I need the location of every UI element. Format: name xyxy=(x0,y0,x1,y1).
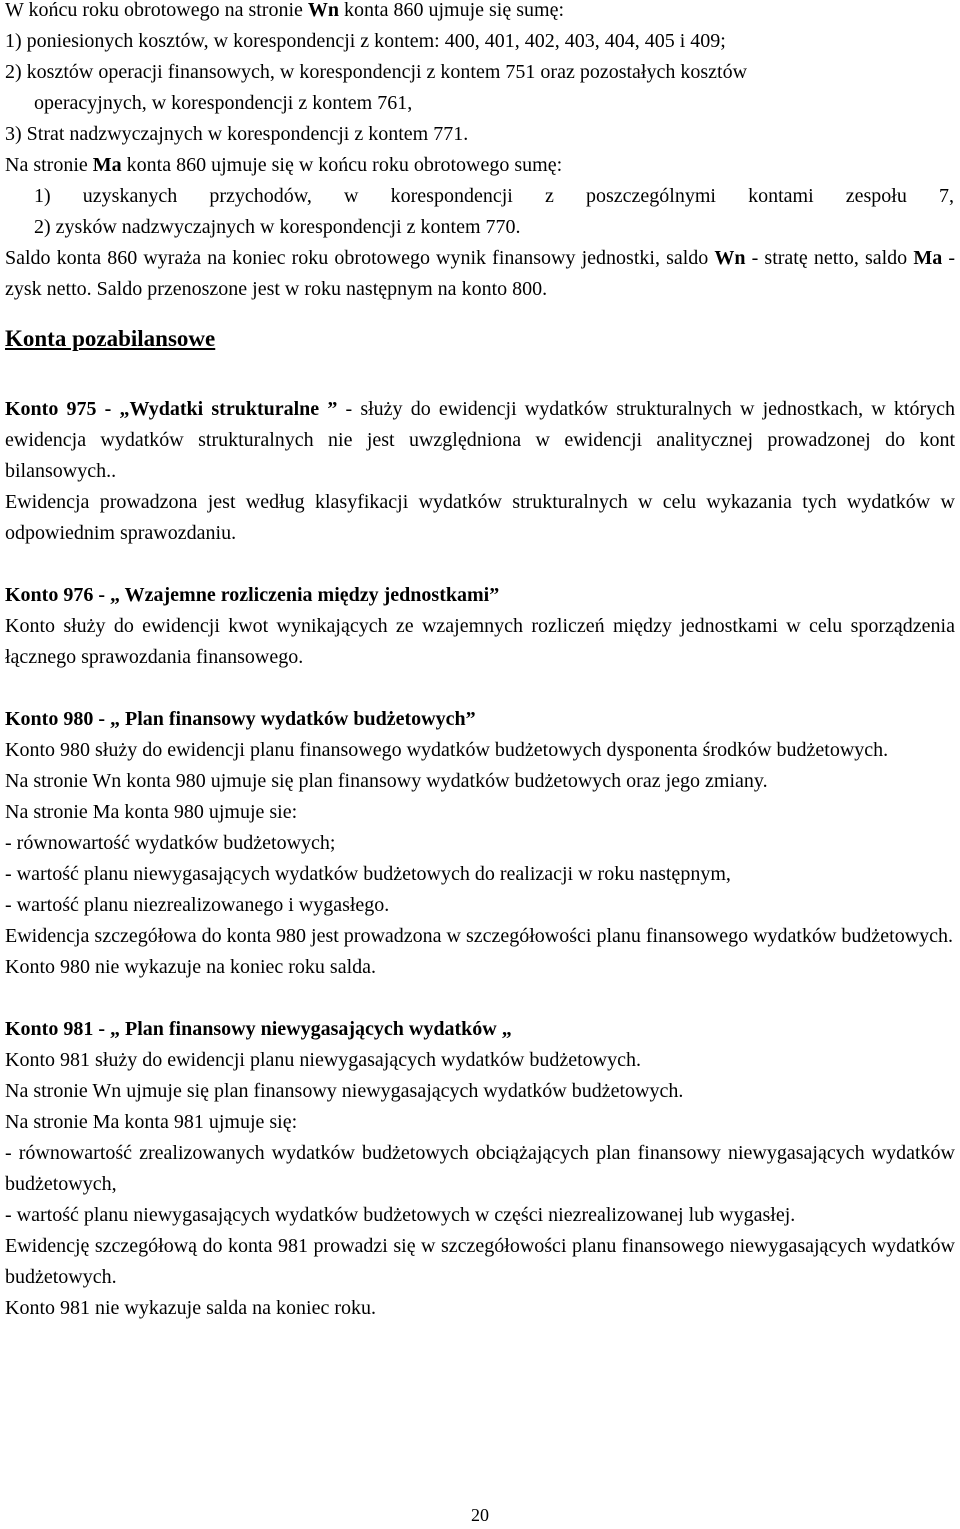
paragraph: Konto służy do ewidencji kwot wynikających ze wzajemnych rozliczeń między jednostkami w celu sporządzenia łącznego sprawozdania finansowego. xyxy=(5,615,955,668)
paragraph: Konto 981 służy do ewidencji planu niewygasających wydatków budżetowych. xyxy=(5,1049,641,1071)
list-item: 3) Strat nadzwyczajnych w korespondencji z kontem 771. xyxy=(5,123,469,145)
konto-981-title xyxy=(5,1014,955,1045)
paragraph: Konto 981 nie wykazuje salda na koniec roku. xyxy=(5,1297,377,1319)
list-item: - wartość planu niezrealizowanego i wygasłego. xyxy=(5,894,390,916)
konto-975-title: Konto 975 - „Wydatki strukturalne ” xyxy=(5,398,338,420)
balance-paragraph xyxy=(5,243,955,305)
title-text: Konto 981 - „ Plan finansowy niewygasających wydatków „ xyxy=(5,1018,512,1040)
text: W końcu roku obrotowego na stronie xyxy=(5,0,308,21)
page-number: 20 xyxy=(471,1505,489,1525)
list-item: - równowartość zrealizowanych wydatków budżetowych obciążających plan finansowy niewygasających wydatków budżetowych, xyxy=(5,1142,955,1195)
konto-976-title xyxy=(5,580,955,611)
side-label: Wn xyxy=(714,247,746,269)
title-text: Konto 980 - „ Plan finansowy wydatków budżetowych” xyxy=(5,708,476,730)
text: konta 860 ujmuje się w końcu roku obrotowego sumę: xyxy=(121,154,563,176)
list-item: 1) poniesionych kosztów, w korespondencji z kontem: 400, 401, 402, 403, 404, 405 i 409; xyxy=(5,30,726,52)
paragraph: Ewidencję szczegółową do konta 981 prowadzi się w szczegółowości planu finansowego niewygasających wydatków budżetowych. xyxy=(5,1235,955,1288)
paragraph: Ewidencja prowadzona jest według klasyfikacji wydatków strukturalnych w celu wykazania tych wydatków w odpowiednim sprawozdaniu. xyxy=(5,491,955,544)
paragraph: Ewidencja szczegółowa do konta 980 jest prowadzona w szczegółowości planu finansowego wydatków budżetowych. xyxy=(5,925,954,947)
list-item: - równowartość wydatków budżetowych; xyxy=(5,832,336,854)
side-label: Wn xyxy=(307,0,340,21)
paragraph: Konto 980 służy do ewidencji planu finansowego wydatków budżetowych dysponenta środków budżetowych. xyxy=(5,739,889,761)
intro-line xyxy=(5,150,955,181)
konto-975-paragraph xyxy=(5,394,955,487)
list-item-continued: operacyjnych, w korespondencji z kontem 761, xyxy=(34,92,413,114)
text: - służy do ewidencji wydatków strukturalnych w jednostkach, w których ewidencja wydatków strukturalnych nie jest uwzględniona w ewidencji analitycznej prowadzonej do kont bilansowych.. xyxy=(5,398,955,482)
list-item: - wartość planu niewygasających wydatków budżetowych w części niezrealizowanej lub wygasłej. xyxy=(5,1204,796,1226)
intro-line xyxy=(5,0,955,26)
paragraph: Na stronie Wn ujmuje się plan finansowy niewygasających wydatków budżetowych. xyxy=(5,1080,684,1102)
text: - stratę netto, saldo xyxy=(745,247,914,269)
list-item: 2) zysków nadzwyczajnych w korespondencji z kontem 770. xyxy=(34,216,521,238)
text: konta 860 ujmuje się sumę: xyxy=(339,0,565,21)
paragraph: Na stronie Ma konta 980 ujmuje sie: xyxy=(5,801,298,823)
list-item: 1) uzyskanych przychodów, w korespondencji z poszczególnymi kontami zespołu 7, xyxy=(34,185,954,207)
side-label: Ma xyxy=(913,247,943,269)
paragraph: Konto 980 nie wykazuje na koniec roku salda. xyxy=(5,956,377,978)
paragraph: Na stronie Ma konta 981 ujmuje się: xyxy=(5,1111,298,1133)
side-label: Ma xyxy=(92,154,122,176)
text: Na stronie xyxy=(5,154,93,176)
list-item: 2) kosztów operacji finansowych, w korespondencji z kontem 751 oraz pozostałych kosztów xyxy=(5,61,748,83)
list-item: - wartość planu niewygasających wydatków budżetowych do realizacji w roku następnym, xyxy=(5,863,731,885)
section-heading: Konta pozabilansowe xyxy=(5,326,216,351)
text: - zysk netto. Saldo przenoszone jest w roku następnym na konto 800. xyxy=(5,247,955,300)
konto-980-title xyxy=(5,704,955,735)
title-text: Konto 976 - „ Wzajemne rozliczenia między jednostkami” xyxy=(5,584,500,606)
paragraph: Na stronie Wn konta 980 ujmuje się plan finansowy wydatków budżetowych oraz jego zmiany. xyxy=(5,770,768,792)
text: Saldo konta 860 wyraża na koniec roku obrotowego wynik finansowy jednostki, saldo xyxy=(5,247,715,269)
